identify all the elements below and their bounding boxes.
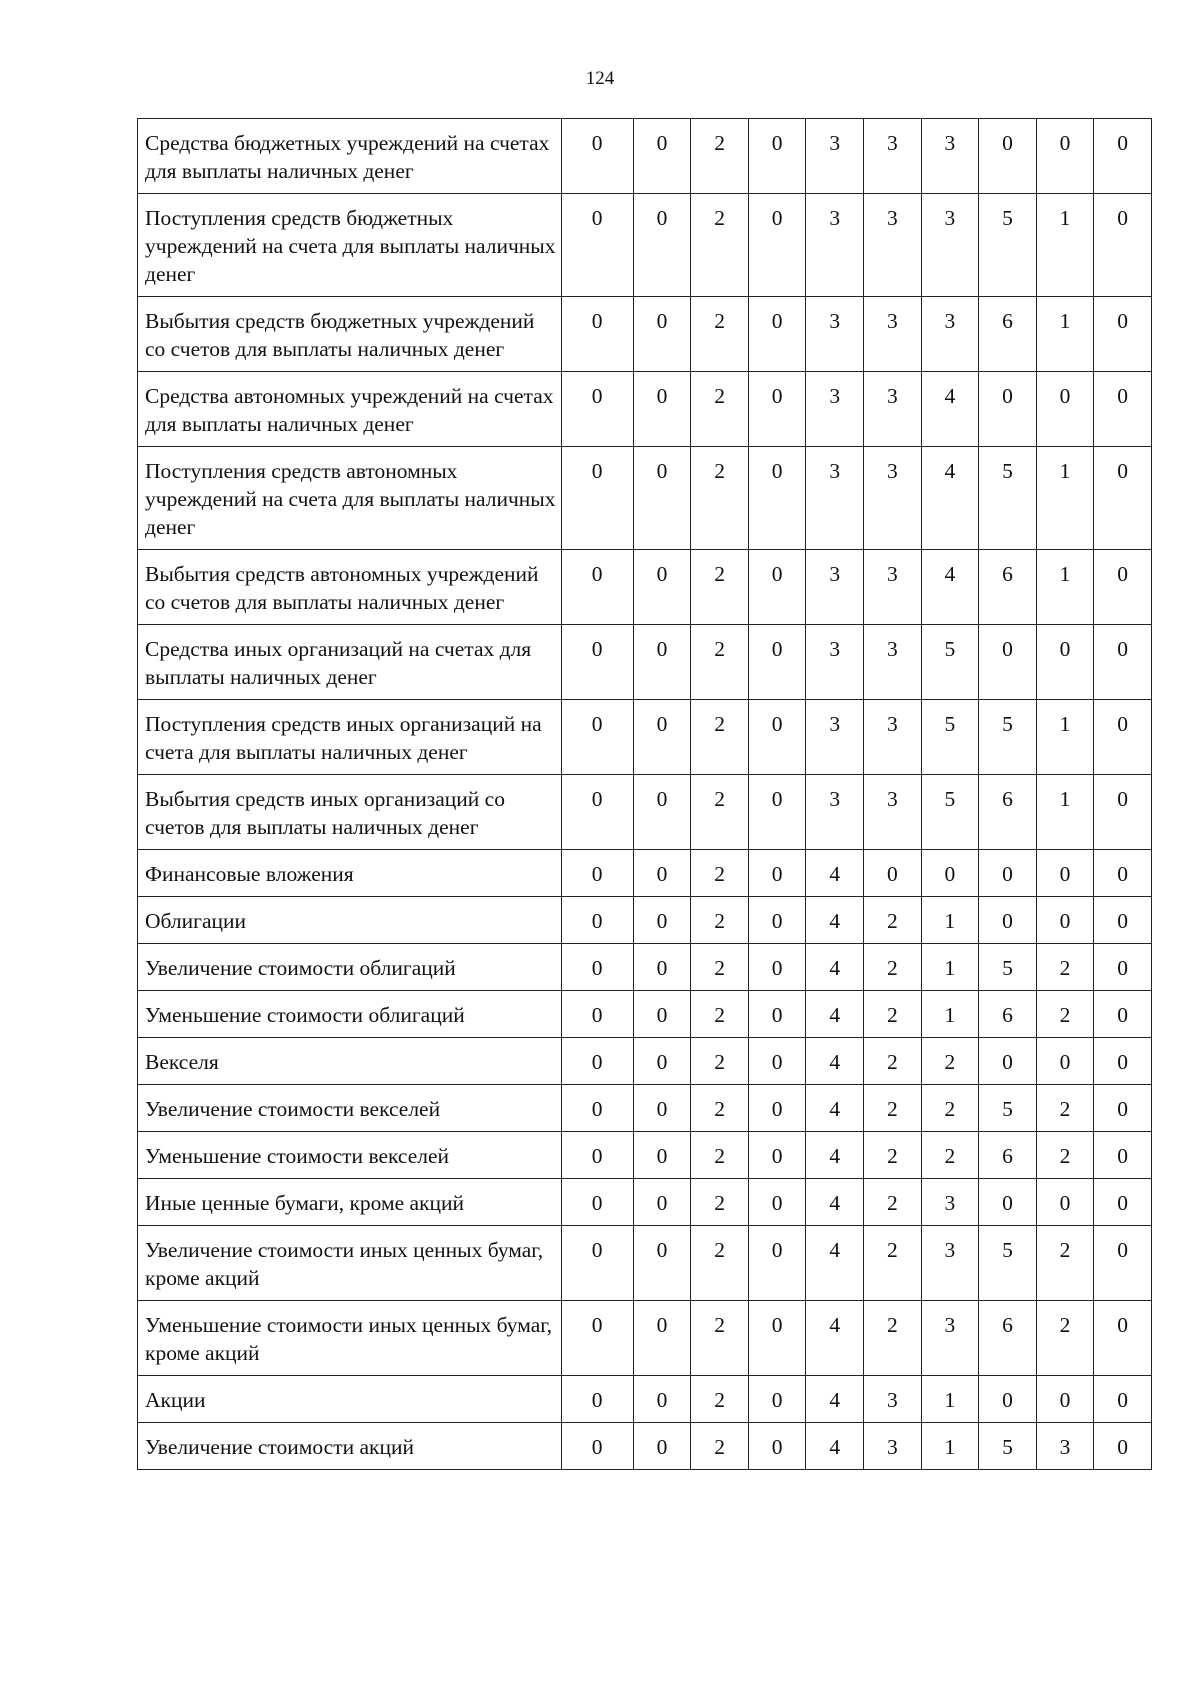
code-digit-cell: 0: [748, 1132, 806, 1179]
account-name-cell: Уменьшение стоимости векселей: [138, 1132, 562, 1179]
account-name-cell: Увеличение стоимости акций: [138, 1423, 562, 1470]
code-digit-cell: 0: [1094, 372, 1152, 447]
code-digit-cell: 4: [806, 850, 864, 897]
code-digit-cell: 0: [748, 372, 806, 447]
code-digit-cell: 4: [806, 1179, 864, 1226]
code-digit-cell: 4: [921, 550, 979, 625]
account-name-cell: Выбытия средств иных организаций со счетов для выплаты наличных денег: [138, 775, 562, 850]
code-digit-cell: 6: [979, 991, 1037, 1038]
code-digit-cell: 4: [806, 991, 864, 1038]
account-name-cell: Увеличение стоимости иных ценных бумаг, кроме акций: [138, 1226, 562, 1301]
account-name-cell: Иные ценные бумаги, кроме акций: [138, 1179, 562, 1226]
code-digit-cell: 2: [691, 625, 749, 700]
code-digit-cell: 6: [979, 1301, 1037, 1376]
table-row: [138, 1179, 1152, 1226]
account-name-cell: Уменьшение стоимости иных ценных бумаг, кроме акций: [138, 1301, 562, 1376]
code-digit-cell: 0: [748, 1376, 806, 1423]
account-name-cell: Выбытия средств бюджетных учреждений со счетов для выплаты наличных денег: [138, 297, 562, 372]
code-digit-cell: 5: [979, 1423, 1037, 1470]
code-digit-cell: 2: [864, 1226, 922, 1301]
code-digit-cell: 3: [806, 775, 864, 850]
table-row: [138, 447, 1152, 550]
table-row: [138, 625, 1152, 700]
code-digit-cell: 3: [806, 119, 864, 194]
code-digit-cell: 2: [691, 1132, 749, 1179]
code-digit-cell: 2: [1036, 1085, 1094, 1132]
code-digit-cell: 0: [1036, 1376, 1094, 1423]
code-digit-cell: 3: [864, 1423, 922, 1470]
code-digit-cell: 3: [864, 372, 922, 447]
code-digit-cell: 0: [979, 372, 1037, 447]
code-digit-cell: 3: [806, 372, 864, 447]
code-digit-cell: 0: [1094, 1179, 1152, 1226]
code-digit-cell: 4: [806, 1226, 864, 1301]
code-digit-cell: 4: [806, 1085, 864, 1132]
code-digit-cell: 3: [806, 550, 864, 625]
table-row: [138, 1301, 1152, 1376]
code-digit-cell: 0: [748, 1085, 806, 1132]
code-digit-cell: 0: [1036, 1179, 1094, 1226]
account-name-cell: Поступления средств автономных учреждений на счета для выплаты наличных денег: [138, 447, 562, 550]
code-digit-cell: 2: [1036, 1301, 1094, 1376]
code-digit-cell: 0: [561, 897, 633, 944]
code-digit-cell: 0: [633, 1179, 691, 1226]
code-digit-cell: 0: [1094, 194, 1152, 297]
code-digit-cell: 4: [806, 944, 864, 991]
code-digit-cell: 0: [633, 1085, 691, 1132]
code-digit-cell: 0: [561, 625, 633, 700]
code-digit-cell: 2: [691, 194, 749, 297]
account-name-cell: Поступления средств бюджетных учреждений на счета для выплаты наличных денег: [138, 194, 562, 297]
code-digit-cell: 0: [921, 850, 979, 897]
code-digit-cell: 4: [806, 1038, 864, 1085]
code-digit-cell: 0: [1036, 625, 1094, 700]
code-digit-cell: 2: [864, 1179, 922, 1226]
code-digit-cell: 0: [979, 625, 1037, 700]
code-digit-cell: 2: [864, 897, 922, 944]
table-row: [138, 194, 1152, 297]
code-digit-cell: 0: [633, 944, 691, 991]
code-digit-cell: 0: [633, 625, 691, 700]
code-digit-cell: 1: [1036, 700, 1094, 775]
code-digit-cell: 0: [1094, 1301, 1152, 1376]
code-digit-cell: 0: [1094, 1038, 1152, 1085]
code-digit-cell: 0: [748, 1423, 806, 1470]
code-digit-cell: 1: [921, 991, 979, 1038]
code-digit-cell: 0: [561, 1179, 633, 1226]
code-digit-cell: 2: [691, 447, 749, 550]
code-digit-cell: 3: [806, 297, 864, 372]
code-digit-cell: 2: [691, 850, 749, 897]
code-digit-cell: 0: [1094, 550, 1152, 625]
code-digit-cell: 0: [748, 1226, 806, 1301]
code-digit-cell: 0: [748, 447, 806, 550]
code-digit-cell: 4: [921, 372, 979, 447]
code-digit-cell: 0: [633, 1301, 691, 1376]
code-digit-cell: 0: [1094, 1226, 1152, 1301]
code-digit-cell: 2: [691, 1423, 749, 1470]
code-digit-cell: 0: [1036, 850, 1094, 897]
code-digit-cell: 0: [561, 775, 633, 850]
table-row: [138, 775, 1152, 850]
code-digit-cell: 3: [864, 625, 922, 700]
table-row: [138, 1085, 1152, 1132]
code-digit-cell: 2: [691, 1376, 749, 1423]
code-digit-cell: 0: [1094, 1376, 1152, 1423]
account-name-cell: Векселя: [138, 1038, 562, 1085]
table-row: [138, 1423, 1152, 1470]
table-row: [138, 944, 1152, 991]
table-row: [138, 991, 1152, 1038]
code-digit-cell: 0: [633, 194, 691, 297]
code-digit-cell: 5: [979, 944, 1037, 991]
code-digit-cell: 2: [691, 897, 749, 944]
code-digit-cell: 0: [1036, 372, 1094, 447]
code-digit-cell: 6: [979, 550, 1037, 625]
code-digit-cell: 0: [633, 1226, 691, 1301]
table-row: [138, 1132, 1152, 1179]
code-digit-cell: 0: [633, 297, 691, 372]
code-digit-cell: 2: [864, 944, 922, 991]
code-digit-cell: 3: [806, 194, 864, 297]
code-digit-cell: 0: [561, 944, 633, 991]
code-digit-cell: 5: [921, 700, 979, 775]
code-digit-cell: 2: [864, 1132, 922, 1179]
code-digit-cell: 0: [748, 850, 806, 897]
code-digit-cell: 2: [691, 1038, 749, 1085]
table-row: [138, 372, 1152, 447]
code-digit-cell: 2: [691, 550, 749, 625]
code-digit-cell: 2: [864, 991, 922, 1038]
code-digit-cell: 2: [691, 1226, 749, 1301]
code-digit-cell: 3: [864, 700, 922, 775]
code-digit-cell: 0: [748, 194, 806, 297]
code-digit-cell: 0: [1094, 991, 1152, 1038]
table-row: [138, 1376, 1152, 1423]
account-name-cell: Акции: [138, 1376, 562, 1423]
code-digit-cell: 2: [691, 1179, 749, 1226]
code-digit-cell: 0: [748, 1179, 806, 1226]
code-digit-cell: 0: [561, 700, 633, 775]
code-digit-cell: 0: [979, 1376, 1037, 1423]
code-digit-cell: 3: [806, 447, 864, 550]
code-digit-cell: 3: [921, 1226, 979, 1301]
code-digit-cell: 3: [1036, 1423, 1094, 1470]
code-digit-cell: 2: [1036, 1226, 1094, 1301]
table-row: [138, 297, 1152, 372]
code-digit-cell: 0: [748, 700, 806, 775]
code-digit-cell: 4: [806, 1301, 864, 1376]
code-digit-cell: 0: [633, 775, 691, 850]
code-digit-cell: 3: [806, 700, 864, 775]
code-digit-cell: 0: [561, 194, 633, 297]
code-digit-cell: 0: [1094, 897, 1152, 944]
code-digit-cell: 0: [1094, 944, 1152, 991]
code-digit-cell: 3: [921, 194, 979, 297]
code-digit-cell: 2: [921, 1132, 979, 1179]
code-digit-cell: 0: [748, 991, 806, 1038]
code-digit-cell: 3: [864, 550, 922, 625]
code-digit-cell: 3: [864, 297, 922, 372]
code-digit-cell: 3: [864, 775, 922, 850]
code-digit-cell: 2: [1036, 1132, 1094, 1179]
code-digit-cell: 2: [691, 991, 749, 1038]
code-digit-cell: 0: [561, 372, 633, 447]
code-digit-cell: 2: [691, 775, 749, 850]
code-digit-cell: 3: [864, 1376, 922, 1423]
code-digit-cell: 0: [633, 119, 691, 194]
code-digit-cell: 0: [1094, 1085, 1152, 1132]
code-digit-cell: 3: [806, 625, 864, 700]
code-digit-cell: 0: [979, 897, 1037, 944]
page-number: 124: [585, 68, 615, 89]
account-name-cell: Увеличение стоимости облигаций: [138, 944, 562, 991]
code-digit-cell: 0: [1036, 897, 1094, 944]
code-digit-cell: 0: [1094, 775, 1152, 850]
code-digit-cell: 6: [979, 1132, 1037, 1179]
code-digit-cell: 0: [748, 897, 806, 944]
code-digit-cell: 0: [633, 1132, 691, 1179]
code-digit-cell: 2: [864, 1085, 922, 1132]
code-digit-cell: 1: [921, 897, 979, 944]
code-digit-cell: 2: [691, 1301, 749, 1376]
code-digit-cell: 0: [748, 297, 806, 372]
code-digit-cell: 5: [979, 1085, 1037, 1132]
code-digit-cell: 0: [561, 850, 633, 897]
code-digit-cell: 3: [864, 447, 922, 550]
code-digit-cell: 2: [691, 119, 749, 194]
code-digit-cell: 0: [633, 1376, 691, 1423]
code-digit-cell: 0: [561, 550, 633, 625]
code-digit-cell: 0: [633, 372, 691, 447]
account-name-cell: Выбытия средств автономных учреждений со счетов для выплаты наличных денег: [138, 550, 562, 625]
code-digit-cell: 1: [1036, 194, 1094, 297]
code-digit-cell: 0: [979, 850, 1037, 897]
code-digit-cell: 3: [921, 297, 979, 372]
code-digit-cell: 0: [1094, 447, 1152, 550]
code-digit-cell: 2: [864, 1038, 922, 1085]
account-name-cell: Средства бюджетных учреждений на счетах для выплаты наличных денег: [138, 119, 562, 194]
code-digit-cell: 0: [979, 1179, 1037, 1226]
account-name-cell: Поступления средств иных организаций на счета для выплаты наличных денег: [138, 700, 562, 775]
code-digit-cell: 5: [979, 447, 1037, 550]
code-digit-cell: 0: [1094, 850, 1152, 897]
table-row: [138, 1226, 1152, 1301]
code-digit-cell: 6: [979, 297, 1037, 372]
code-digit-cell: 2: [691, 372, 749, 447]
code-digit-cell: 2: [691, 700, 749, 775]
code-digit-cell: 0: [979, 119, 1037, 194]
code-digit-cell: 1: [921, 1376, 979, 1423]
code-digit-cell: 3: [921, 1179, 979, 1226]
code-digit-cell: 0: [1094, 297, 1152, 372]
code-digit-cell: 0: [1094, 625, 1152, 700]
code-digit-cell: 1: [921, 1423, 979, 1470]
code-digit-cell: 0: [561, 991, 633, 1038]
code-digit-cell: 2: [691, 1085, 749, 1132]
code-digit-cell: 0: [561, 1226, 633, 1301]
table-row: [138, 850, 1152, 897]
code-digit-cell: 5: [921, 775, 979, 850]
code-digit-cell: 0: [748, 119, 806, 194]
code-digit-cell: 0: [561, 1301, 633, 1376]
code-digit-cell: 3: [864, 119, 922, 194]
code-digit-cell: 0: [1036, 119, 1094, 194]
table-row: [138, 700, 1152, 775]
account-name-cell: Средства иных организаций на счетах для выплаты наличных денег: [138, 625, 562, 700]
code-digit-cell: 0: [1094, 119, 1152, 194]
account-name-cell: Уменьшение стоимости облигаций: [138, 991, 562, 1038]
code-digit-cell: 0: [748, 625, 806, 700]
code-digit-cell: 0: [748, 775, 806, 850]
code-digit-cell: 3: [921, 1301, 979, 1376]
code-digit-cell: 1: [1036, 550, 1094, 625]
code-digit-cell: 0: [633, 1038, 691, 1085]
code-digit-cell: 0: [561, 1085, 633, 1132]
code-digit-cell: 0: [561, 1423, 633, 1470]
code-digit-cell: 0: [1036, 1038, 1094, 1085]
code-digit-cell: 5: [979, 194, 1037, 297]
code-digit-cell: 2: [921, 1038, 979, 1085]
code-digit-cell: 0: [633, 700, 691, 775]
code-digit-cell: 4: [806, 1132, 864, 1179]
code-digit-cell: 0: [979, 1038, 1037, 1085]
code-digit-cell: 1: [921, 944, 979, 991]
code-digit-cell: 0: [633, 1423, 691, 1470]
code-digit-cell: 2: [1036, 991, 1094, 1038]
code-digit-cell: 3: [864, 194, 922, 297]
table-row: [138, 550, 1152, 625]
table-row: [138, 119, 1152, 194]
code-digit-cell: 0: [748, 550, 806, 625]
code-digit-cell: 0: [633, 550, 691, 625]
code-digit-cell: 2: [1036, 944, 1094, 991]
code-digit-cell: 3: [921, 119, 979, 194]
code-digit-cell: 0: [748, 944, 806, 991]
code-digit-cell: 6: [979, 775, 1037, 850]
code-digit-cell: 0: [561, 119, 633, 194]
code-digit-cell: 0: [561, 297, 633, 372]
code-digit-cell: 0: [864, 850, 922, 897]
code-digit-cell: 0: [561, 447, 633, 550]
account-name-cell: Увеличение стоимости векселей: [138, 1085, 562, 1132]
code-digit-cell: 1: [1036, 447, 1094, 550]
code-digit-cell: 0: [748, 1038, 806, 1085]
code-digit-cell: 0: [1094, 1423, 1152, 1470]
code-digit-cell: 2: [864, 1301, 922, 1376]
account-name-cell: Средства автономных учреждений на счетах для выплаты наличных денег: [138, 372, 562, 447]
table-row: [138, 1038, 1152, 1085]
code-digit-cell: 0: [1094, 700, 1152, 775]
code-digit-cell: 4: [806, 897, 864, 944]
code-digit-cell: 0: [633, 850, 691, 897]
code-digit-cell: 5: [979, 700, 1037, 775]
code-digit-cell: 0: [633, 897, 691, 944]
code-digit-cell: 0: [561, 1376, 633, 1423]
code-digit-cell: 4: [806, 1376, 864, 1423]
account-name-cell: Облигации: [138, 897, 562, 944]
code-digit-cell: 4: [921, 447, 979, 550]
code-digit-cell: 0: [633, 447, 691, 550]
code-digit-cell: 1: [1036, 297, 1094, 372]
code-digit-cell: 0: [561, 1132, 633, 1179]
code-digit-cell: 4: [806, 1423, 864, 1470]
code-digit-cell: 2: [691, 944, 749, 991]
code-digit-cell: 0: [1094, 1132, 1152, 1179]
code-digit-cell: 2: [691, 297, 749, 372]
code-digit-cell: 0: [633, 991, 691, 1038]
table-row: [138, 897, 1152, 944]
account-name-cell: Финансовые вложения: [138, 850, 562, 897]
code-digit-cell: 0: [561, 1038, 633, 1085]
account-codes-body: [138, 119, 1152, 1470]
code-digit-cell: 5: [921, 625, 979, 700]
code-digit-cell: 5: [979, 1226, 1037, 1301]
code-digit-cell: 2: [921, 1085, 979, 1132]
code-digit-cell: 0: [748, 1301, 806, 1376]
code-digit-cell: 1: [1036, 775, 1094, 850]
account-codes-table: [137, 118, 1152, 1470]
